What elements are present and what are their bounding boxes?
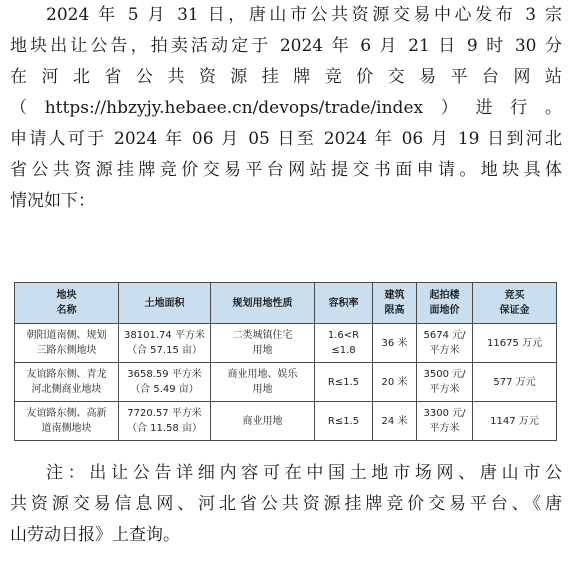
table-cell [373, 363, 417, 402]
cell-text: 三路东侧地块 [36, 345, 97, 356]
paragraph-line: 情况如下： [10, 191, 95, 211]
header-text: 规划用地性质 [232, 297, 293, 309]
paragraph-line: 省公共资源挂牌竞价交易平台网站提交书面申请。地块具体 [10, 160, 562, 180]
table-header-row [15, 283, 557, 324]
table-cell [315, 324, 373, 363]
note-paragraph [10, 458, 562, 551]
paragraph-line: 注：出让公告详细内容可在中国土地市场网、唐山市公 [46, 463, 562, 483]
table-cell [417, 402, 473, 441]
cell-text: 24 米 [381, 415, 408, 427]
cell-text: 3658.59 平方米 [127, 369, 202, 380]
header-plot-ratio [315, 283, 373, 324]
table-row [15, 402, 557, 441]
table-cell [373, 402, 417, 441]
land-parcel-table [14, 282, 557, 441]
cell-text: 二类城镇住宅 [232, 330, 293, 341]
table-row [15, 363, 557, 402]
cell-text: R≤1.5 [327, 415, 360, 427]
cell-text: 20 米 [381, 376, 408, 388]
table-cell [373, 324, 417, 363]
table-cell [211, 324, 315, 363]
table-cell [417, 324, 473, 363]
cell-text: 5674 元/ [423, 330, 466, 341]
cell-text: 平方米 [429, 384, 460, 395]
cell-text: 商业用地、娱乐 [227, 369, 298, 380]
cell-text: 3500 元/ [423, 369, 466, 380]
header-text: 限高 [384, 305, 405, 316]
table-cell [15, 402, 119, 441]
table-cell [119, 324, 211, 363]
cell-text: 577 万元 [493, 376, 536, 388]
header-text: 保证金 [499, 305, 530, 316]
cell-text: R≤1.5 [327, 376, 360, 388]
table-cell [473, 363, 557, 402]
cell-text: 38101.74 平方米 [124, 330, 205, 341]
cell-text: 用地 [252, 384, 273, 395]
header-parcel-name [15, 283, 119, 324]
cell-text: 11675 万元 [487, 337, 542, 349]
table-cell [15, 363, 119, 402]
header-text: 竞买 [504, 290, 525, 301]
cell-text: 平方米 [429, 423, 460, 434]
cell-text: 7720.57 平方米 [127, 408, 202, 419]
header-height-limit [373, 283, 417, 324]
cell-text: （合 5.49 亩） [130, 384, 199, 395]
table-cell [119, 402, 211, 441]
header-text: 起拍楼 [429, 290, 460, 301]
table-row [15, 324, 557, 363]
header-land-area [119, 283, 211, 324]
table-body [15, 324, 557, 441]
header-text: 建筑 [384, 290, 405, 301]
cell-text: 3300 元/ [423, 408, 466, 419]
cell-text: 36 米 [381, 337, 408, 349]
table-cell [315, 402, 373, 441]
cell-text: 友谊路东侧、高新 [26, 408, 107, 419]
header-text: 土地面积 [144, 297, 185, 309]
cell-text: 河北侧商业地块 [31, 384, 102, 395]
paragraph-line: 在河北省公共资源挂牌竞价交易平台网站 [10, 67, 562, 87]
cell-text: 友谊路东侧、青龙 [26, 369, 107, 380]
cell-text: 朝阳道南侧、规划 [26, 330, 107, 341]
cell-text: （合 57.15 亩） [127, 345, 202, 356]
cell-text: 1147 万元 [490, 415, 539, 427]
table-cell [473, 324, 557, 363]
cell-text: 平方米 [429, 345, 460, 356]
table-cell [417, 363, 473, 402]
header-text: 名称 [56, 305, 77, 316]
paragraph-line: （https://hbzyjy.hebaee.cn/devops/trade/index）进行。 [10, 98, 562, 118]
table-cell [15, 324, 119, 363]
cell-text: 1.6<R [327, 330, 360, 341]
table-cell [211, 363, 315, 402]
header-deposit [473, 283, 557, 324]
paragraph-line: 2024 年 5 月 31 日，唐山市公共资源交易中心发布 3 宗 [46, 5, 562, 25]
header-land-use [211, 283, 315, 324]
cell-text: 道南侧地块 [41, 423, 92, 434]
cell-text: （合 11.58 亩） [127, 423, 202, 434]
header-text: 面地价 [429, 305, 460, 316]
header-floor-price [417, 283, 473, 324]
cell-text: 商业用地 [242, 415, 283, 427]
paragraph-line: 申请人可于 2024 年 06 月 05 日至 2024 年 06 月 19 日到河北 [10, 129, 562, 149]
cell-text: 用地 [252, 345, 273, 356]
table-cell [315, 363, 373, 402]
table-cell [473, 402, 557, 441]
paragraph-line: 山劳动日报》上查询。 [10, 525, 180, 545]
table-cell [211, 402, 315, 441]
table-cell [119, 363, 211, 402]
header-text: 地块 [56, 290, 77, 301]
paragraph-line: 地块出让公告，拍卖活动定于 2024 年 6 月 21 日 9 时 30 分 [10, 36, 562, 56]
announcement-paragraph [10, 0, 562, 217]
paragraph-line: 共资源交易信息网、河北省公共资源挂牌竞价交易平台、《唐 [10, 494, 562, 514]
header-text: 容积率 [328, 297, 359, 309]
cell-text: ≤1.8 [331, 345, 356, 356]
